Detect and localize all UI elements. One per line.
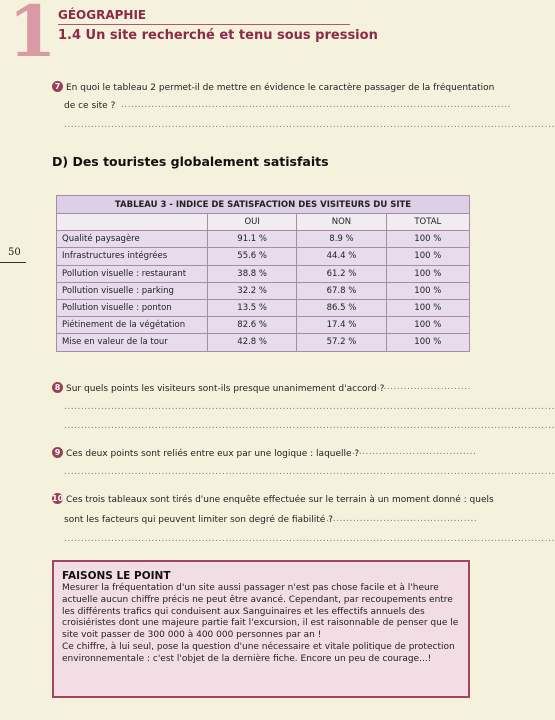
cell-oui: 38.8 % (208, 265, 297, 282)
table-row (57, 231, 470, 248)
cell-total: 100 % (386, 334, 469, 351)
answer-line[interactable]: .................................................................................................................................................. (64, 467, 555, 477)
question-10 (52, 493, 494, 506)
subject-title: GÉOGRAPHIE (58, 8, 147, 22)
row-label: Infrastructures intégrées (57, 248, 208, 265)
question-text: Sur quels points les visiteurs sont-ils presque unanimement d'accord ? (66, 384, 385, 394)
column-header-oui: OUI (208, 214, 297, 231)
question-number-badge: 10 (52, 494, 64, 503)
cell-total: 100 % (386, 265, 469, 282)
question-number-badge: 7 (52, 81, 63, 92)
row-label: Pollution visuelle : ponton (57, 299, 208, 316)
question-10-line-2 (64, 514, 333, 526)
row-label: Piétinement de la végétation (57, 317, 208, 334)
column-header-total: TOTAL (386, 214, 469, 231)
summary-title: FAISONS LE POINT (62, 570, 171, 582)
table-corner (57, 214, 208, 231)
question-7 (52, 81, 494, 94)
answer-line[interactable]: .................................................................................................................................................. (64, 402, 555, 412)
cell-non: 86.5 % (297, 299, 386, 316)
header-divider (58, 24, 350, 25)
answer-line[interactable]: .................................................................................................................................................. (64, 120, 555, 130)
cell-oui: 82.6 % (208, 317, 297, 334)
summary-text (62, 583, 462, 666)
question-7-line-2 (64, 100, 115, 112)
row-label: Pollution visuelle : restaurant (57, 265, 208, 282)
column-header-non: NON (297, 214, 386, 231)
answer-line[interactable]: .................................................................................................................................................. (64, 421, 555, 431)
table-row (57, 265, 470, 282)
cell-non: 44.4 % (297, 248, 386, 265)
chapter-number: 1 (8, 0, 57, 73)
section-title: 1.4 Un site recherché et tenu sous pression (58, 28, 378, 43)
cell-non: 57.2 % (297, 334, 386, 351)
page-number: 50 (8, 247, 21, 258)
cell-oui: 55.6 % (208, 248, 297, 265)
row-label: Qualité paysagère (57, 231, 208, 248)
cell-total: 100 % (386, 231, 469, 248)
cell-non: 61.2 % (297, 265, 386, 282)
row-label: Mise en valeur de la tour (57, 334, 208, 351)
table-header-row (57, 214, 470, 231)
cell-oui: 13.5 % (208, 299, 297, 316)
cell-oui: 32.2 % (208, 282, 297, 299)
question-text: de ce site ? (64, 101, 116, 111)
question-number-badge: 8 (52, 382, 63, 393)
question-text: sont les facteurs qui peuvent limiter son degré de fiabilité ? (64, 515, 333, 525)
row-label: Pollution visuelle : parking (57, 282, 208, 299)
answer-line[interactable]: .................................................................................................................... (121, 100, 511, 110)
cell-non: 8.9 % (297, 231, 386, 248)
cell-total: 100 % (386, 317, 469, 334)
cell-total: 100 % (386, 299, 469, 316)
summary-paragraph: Ce chiffre, à lui seul, pose la question d'une nécessaire et vitale politique de protection environnementale : c'est l'objet de la dernière fiche. Encore un peu de courage...! (62, 641, 455, 664)
cell-total: 100 % (386, 282, 469, 299)
question-number-badge: 9 (52, 447, 63, 458)
page-number-rule (0, 262, 26, 263)
question-8 (52, 382, 384, 395)
question-9 (52, 447, 359, 460)
cell-non: 17.4 % (297, 317, 386, 334)
cell-oui: 91.1 % (208, 231, 297, 248)
table-row (57, 282, 470, 299)
answer-line[interactable]: .................................................................................................................................................. (64, 534, 555, 544)
question-text: Ces deux points sont reliés entre eux par une logique : laquelle ? (66, 449, 360, 459)
table-row (57, 248, 470, 265)
answer-line[interactable]: ............................................. (326, 514, 478, 524)
table-title: TABLEAU 3 - INDICE DE SATISFACTION DES VISITEURS DU SITE (57, 196, 470, 214)
question-text: En quoi le tableau 2 permet-il de mettre en évidence le caractère passager de la fréquentation (66, 83, 495, 93)
question-text: Ces trois tableaux sont tirés d'une enquête effectuée sur le terrain à un moment donné : quels (66, 495, 494, 505)
cell-total: 100 % (386, 248, 469, 265)
table-row (57, 334, 470, 351)
section-heading: D) Des touristes globalement satisfaits (52, 154, 329, 169)
answer-line[interactable]: ..................................... (352, 447, 477, 457)
summary-paragraph: Mesurer la fréquentation d'un site aussi passager n'est pas chose facile et à l'heure actuelle aucun chiffre précis ne peut être avancé. Cependant, par recoupements entre les différents trafics qui conduisent aux Sanguinaires et les effectifs annuels des croisiéristes dont une majeure partie fait l'excursion, il est raisonnable de penser que le site voit passer de 300 000 à 400 000 personnes par an ! (62, 583, 459, 641)
cell-non: 67.8 % (297, 282, 386, 299)
satisfaction-table (56, 195, 470, 352)
table-row (57, 299, 470, 316)
answer-line[interactable]: .............................. (370, 382, 471, 392)
cell-oui: 42.8 % (208, 334, 297, 351)
table-row (57, 317, 470, 334)
